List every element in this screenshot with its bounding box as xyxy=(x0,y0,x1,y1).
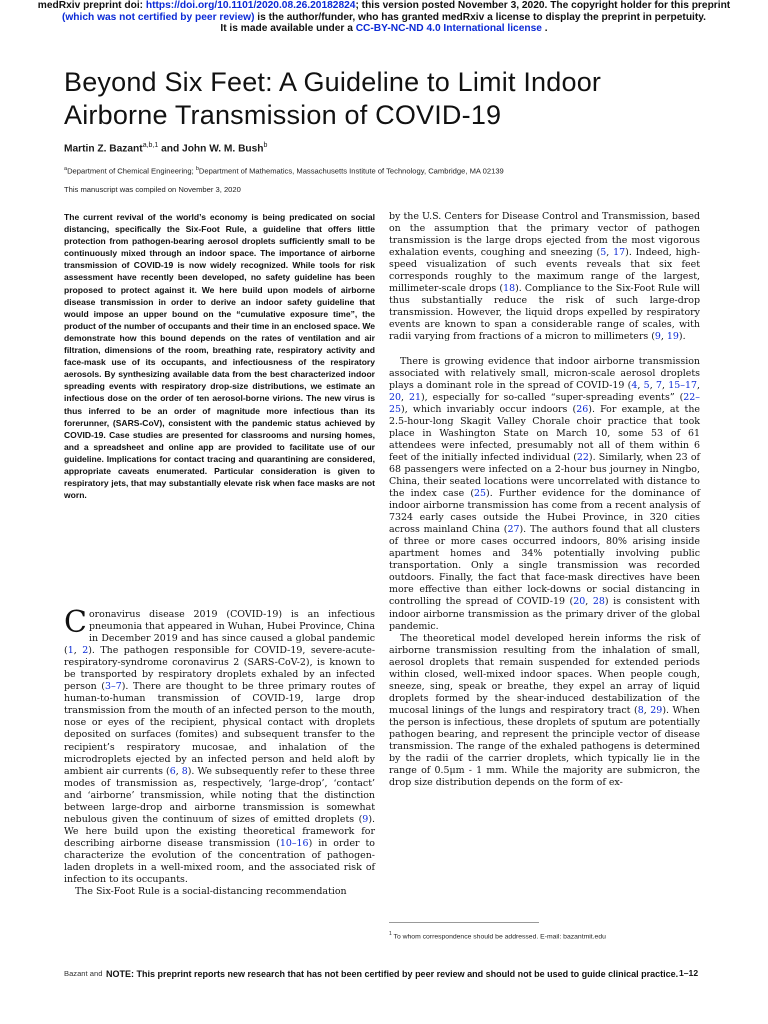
banner-line-2 xyxy=(0,12,768,24)
text-run: ). There are thought to be three primary routes of human-to-human transmission of COVID-19, large drop transmission from the mouth of an infected person to the mouth, nose or eyes of the recipient, physical contact with droplets deposited on surfaces (fomites) and subsequent transfer to the recipient’s respiratory mucosae, and inhalation of the microdroplets ejected by an infected person and held aloft by ambient air currents ( xyxy=(64,681,375,777)
body-paragraph xyxy=(389,633,700,790)
citation-link[interactable]: 17 xyxy=(613,247,626,259)
affiliations xyxy=(64,164,504,177)
citation-link[interactable]: 28 xyxy=(592,596,605,608)
citation-link[interactable]: 18 xyxy=(503,283,516,295)
page-number: 1–12 xyxy=(679,968,699,978)
text-run: ). xyxy=(678,331,686,343)
citation-link[interactable]: 4 xyxy=(631,379,638,391)
citation-link[interactable]: 15–17 xyxy=(668,379,698,391)
text-run: ). Further evidence for the dominance of indoor airborne transmission has come from a recent analysis of 7324 early cases outside the Hubei Province, in 320 cities across mainland China ( xyxy=(389,488,700,536)
paper-title-line-1: Beyond Six Feet: A Guideline to Limit Indoor xyxy=(64,67,602,97)
citation-link[interactable]: 3–7 xyxy=(104,681,122,693)
right-column xyxy=(389,211,700,789)
text-run: ). When the person is infectious, these droplets of sputum are potentially pathogen bearing, and represent the principle vector of disease transmission. The range of the exhaled pathogens is determined by the radii of the carrier droplets, which typically lie in the range of 0.5μm - 1 mm. While the majority are submicron, the drop size distribution depends on the form of ex- xyxy=(389,704,701,789)
text-run: ). The authors found that all clusters of three or more cases occurred indoors, 80% arising inside apartment homes and 34% potentially involving public transportation. Only a single transmission was recorded outdoors. Finally, the fact that face-mask directives have been more effective than either lock-downs or social distancing in controlling the spread of COVID-19 ( xyxy=(389,524,700,608)
citation-link[interactable]: 7 xyxy=(655,379,662,391)
citation-link[interactable]: 5 xyxy=(643,379,650,391)
text-run: , xyxy=(637,379,644,391)
citation-link[interactable]: 21 xyxy=(408,391,421,403)
text-run: The theoretical model developed herein informs the risk of airborne transmission resulting from the inhalation of small, aerosol droplets that remain suspended for extended periods within closed, well-mixed indoor spaces. When people cough, sneeze, sing, speak or breathe, they expel an array of liquid droplets formed by the shear-induced destabilization of the mucosal linings of the lungs and respiratory tract ( xyxy=(389,632,700,716)
body-paragraph xyxy=(64,886,375,898)
text-run: , xyxy=(585,596,593,608)
text-run: , xyxy=(660,331,667,343)
citation-link[interactable]: 20 xyxy=(573,596,586,608)
text-run: Martin Z. Bazant xyxy=(64,143,143,155)
abstract: The current revival of the world’s economy is being predicated on social distancing, specifically the Six-Foot Rule, a guideline that offers little protection from pathogen-bearing aerosol droplets sufficiently small to be continuously mixed through an indoor space. The importance of airborne transmission of COVID-19 is now widely recognized. While tools for risk assessment have recently been developed, no safety guideline has been proposed to protect against it. We here build upon models of airborne disease transmission in order to derive an indoor safety guideline that would impose an upper bound on the “cumulative exposure time”, the product of the number of occupants and their time in an enclosed space. We demonstrate how this bound depends on the rates of ventilation and air filtration, dimensions of the room, breathing rate, respiratory activity and face-mask use of its occupants, and infectiousness of the respiratory aerosols. By synthesizing available data from the best characterized indoor spreading events with respiratory drop-size distributions, we estimate an infectious dose on the order of ten aerosol-borne virions. The new virus is thus inferred to be an order of magnitude more infectious than its forerunner, (SARS-CoV), consistent with the pandemic status achieved by COVID-19. Case studies are presented for classrooms and nursing homes, and a spreadsheet and online app are provided to facilitate use of our guideline. Implications for contact tracing and quarantining are considered, appropriate caveats enumerated. Particular consideration is given to respiratory jets, that may substantially elevate risk when face masks are not worn. xyxy=(64,212,375,501)
text-run: The Six-Foot Rule is a social-distancing recommendation xyxy=(75,886,347,898)
citation-link[interactable]: 20 xyxy=(389,391,402,403)
citation-link[interactable]: 9 xyxy=(654,331,661,343)
citation-link[interactable]: 10–16 xyxy=(279,837,309,849)
footer-preprint-note: NOTE: This preprint reports new research that has not been certified by peer review and should not be used to guide clinical practice. xyxy=(106,969,679,979)
footnote-rule xyxy=(389,922,539,923)
body-paragraph xyxy=(389,211,700,344)
text-run: and John W. M. Bush xyxy=(158,143,264,155)
citation-link[interactable]: 5 xyxy=(600,247,607,259)
text-run: ) in order to characterize the evolution of the concentration of pathogen-laden droplets in a well-mixed room, and the associated risk of infection to its occupants. xyxy=(64,837,375,886)
text-run: , xyxy=(661,379,669,391)
text-run: medRxiv preprint doi: xyxy=(37,0,146,11)
citation-link[interactable]: 26 xyxy=(576,403,589,415)
text-run: ). We subsequently refer to these three modes of transmission as, respectively, ‘large-drop’, ‘contact’ and ‘airborne’ transmission, while noting that the distinction between large-drop and airborne transmission is somewhat nebulous given the continuum of sizes of emitted droplets ( xyxy=(64,765,375,825)
text-run: , xyxy=(73,645,83,657)
text-run: ). The pathogen responsible for COVID-19, severe-acute-respiratory-syndrome coronavirus 2 (SARS-CoV-2), is known to be transported by respiratory droplets exhaled by an infected person ( xyxy=(64,645,376,693)
citation-link[interactable]: 9 xyxy=(362,813,369,825)
superscript: b xyxy=(263,142,268,149)
citation-link[interactable]: 22 xyxy=(576,451,589,463)
body-paragraph xyxy=(389,356,700,633)
citation-link[interactable]: 1 xyxy=(67,645,74,657)
text-run: by the U.S. Centers for Disease Control and Transmission, based on the assumption that the primary vector of pathogen transmission is the large drops ejected from the most vigorous exhalation events, coughing and sneezing ( xyxy=(389,211,700,259)
text-run: ). Indeed, high-speed visualization of such events reveals that six feet corresponds roughly to the maximum range of the largest, millimeter-scale drops ( xyxy=(389,247,700,295)
footer-running-author: Bazant and xyxy=(64,969,103,978)
superscript: a xyxy=(64,166,68,172)
paper-title-line-2: Airborne Transmission of COVID-19 xyxy=(64,100,502,130)
text-run: ; this version posted November 3, 2020. The copyright holder for this preprint xyxy=(355,0,731,11)
left-column xyxy=(64,605,376,898)
superscript: a,b,1 xyxy=(142,142,159,149)
compiled-date-note: This manuscript was compiled on November 3, 2020 xyxy=(64,185,241,194)
text-run: ). For example, at the 2.5-hour-long Skagit Valley Chorale choir practice that took place in Washington State on March 10, some 53 of 61 attendees were infected, presumably not all of them within 6 feet of the initially infected individual ( xyxy=(389,403,700,463)
citation-link[interactable]: CC-BY-NC-ND 4.0 International license xyxy=(355,23,542,34)
citation-link[interactable]: https://doi.org/10.1101/2020.08.26.20182824 xyxy=(145,0,356,11)
text-run: It is made available under a xyxy=(220,23,356,34)
intro-paragraph-text xyxy=(64,605,376,886)
citation-link[interactable]: 27 xyxy=(507,524,520,536)
text-run: , xyxy=(643,704,651,716)
citation-link[interactable]: 29 xyxy=(650,704,663,716)
superscript: 1 xyxy=(389,931,392,937)
text-run: ), especially for so-called “super-spreading events” ( xyxy=(420,391,684,403)
text-run: To whom correspondence should be addressed. E-mail: bazantmit.edu xyxy=(391,933,606,941)
paper-title xyxy=(64,66,714,132)
text-run: , xyxy=(401,391,409,403)
text-run: , xyxy=(649,379,656,391)
text-run: , xyxy=(606,247,614,259)
text-run: ). We here build upon the existing theoretical framework for describing airborne disease transmission ( xyxy=(64,813,375,849)
text-run: . xyxy=(541,23,548,34)
text-run: ) is consistent with indoor airborne transmission as the primary driver of the global pandemic. xyxy=(389,596,701,632)
text-run: is the author/funder, who has granted medRxiv a license to display the preprint in perpetuity. xyxy=(254,11,707,23)
text-run: Department of Chemical Engineering; xyxy=(67,166,196,176)
superscript: b xyxy=(195,166,199,172)
text-run: There is growing evidence that indoor airborne transmission associated with relatively small, micron-scale aerosol droplets plays a dominant role in the spread of COVID-19 ( xyxy=(389,355,700,391)
preprint-banner xyxy=(0,0,768,35)
banner-line-1 xyxy=(0,0,768,12)
intro-paragraph xyxy=(64,605,376,886)
citation-link[interactable]: 8 xyxy=(181,765,188,777)
text-run: ). Compliance to the Six-Foot Rule will thus substantially reduce the risk of such large-drop transmission. However, the liquid drops expelled by respiratory events are known to span a considerable range of scales, with radii varying from fractions of a micron to millimeters ( xyxy=(389,283,700,343)
author-list xyxy=(64,140,267,155)
correspondence-footnote xyxy=(389,929,709,942)
banner-line-3 xyxy=(0,23,768,35)
citation-link[interactable]: 25 xyxy=(474,488,487,500)
citation-link[interactable]: 6 xyxy=(169,765,176,777)
text-run: , xyxy=(175,765,182,777)
drop-cap: C xyxy=(64,605,87,640)
text-run: Department of Mathematics, Massachusetts Institute of Technology, Cambridge, MA 02139 xyxy=(198,166,504,176)
text-run: , xyxy=(697,379,701,391)
text-run: ), which invariably occur indoors ( xyxy=(401,403,577,415)
citation-link[interactable]: 19 xyxy=(666,331,679,343)
citation-link[interactable]: 8 xyxy=(637,704,644,716)
citation-link[interactable]: 2 xyxy=(82,645,89,657)
text-run: oronavirus disease 2019 (COVID-19) is an infectious pneumonia that appeared in Wuhan, Hubei Province, China in December 2019 and has since caused a global pandemic ( xyxy=(64,609,375,657)
text-run: ). Similarly, when 23 of 68 passengers were infected on a 2-hour bus journey in Ningbo, China, their seated locations were uncorrelated with distance to the index case ( xyxy=(389,451,700,500)
citation-link[interactable]: 22–25 xyxy=(389,391,701,415)
citation-link[interactable]: (which was not certified by peer review) xyxy=(61,11,255,23)
